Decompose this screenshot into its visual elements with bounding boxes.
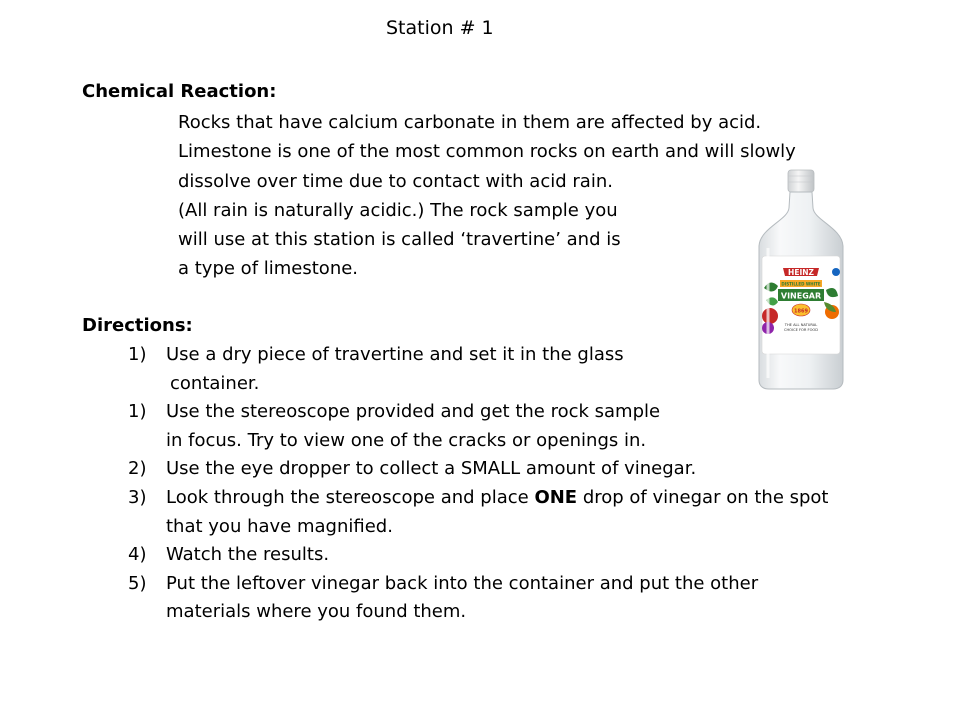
step-text: Use a dry piece of travertine and set it in the glass — [166, 344, 624, 365]
paragraph-line: Limestone is one of the most common rocks on earth and will slowly — [178, 141, 796, 163]
paragraph-line: Rocks that have calcium carbonate in them are affected by acid. — [178, 112, 762, 133]
bottle-brand: HEINZ — [788, 268, 814, 277]
paragraph-line: dissolve over time due to contact with acid rain. — [178, 170, 613, 192]
directions-heading: Directions: — [82, 315, 193, 336]
chemical-reaction-heading: Chemical Reaction: — [82, 81, 277, 102]
list-item — [128, 398, 908, 455]
vinegar-bottle-icon — [756, 168, 846, 390]
step-text: Use the stereoscope provided and get the rock sample — [166, 401, 661, 423]
step-text: materials where you found them. — [166, 601, 467, 623]
list-item — [128, 541, 908, 570]
bottle-band: DISTILLED WHITE — [781, 281, 821, 287]
step-number: 1) — [128, 401, 147, 423]
list-item — [128, 455, 908, 484]
list-item — [128, 570, 908, 627]
bottle-tagline: CHOICE FOR FOOD — [783, 328, 819, 332]
paragraph-line: (All rain is naturally acidic.) The rock sample you — [178, 199, 618, 221]
bottle-product: VINEGAR — [780, 291, 822, 301]
step-text-bold: ONE — [534, 486, 578, 508]
station-title: Station # 1 — [386, 17, 494, 39]
paragraph-line: a type of limestone. — [178, 258, 359, 280]
bottle-tagline: THE ALL NATURAL — [784, 323, 818, 327]
step-text: in focus. Try to view one of the cracks or openings in. — [166, 429, 647, 451]
bottle-badge: 1869 — [794, 308, 808, 315]
step-text-post: drop of vinegar on the spot — [577, 486, 829, 508]
step-text: Put the leftover vinegar back into the container and put the other — [166, 572, 759, 594]
step-number: 5) — [128, 572, 147, 594]
step-text-pre: Look through the stereoscope and place — [166, 486, 535, 508]
step-number: 3) — [128, 486, 147, 508]
step-number: 4) — [128, 544, 147, 566]
step-text: that you have magnified. — [166, 515, 393, 537]
paragraph-line: will use at this station is called ‘travertine’ and is — [178, 229, 621, 251]
step-number: 2) — [128, 458, 147, 480]
step-text: container. — [170, 372, 260, 394]
step-text — [166, 484, 908, 513]
step-text: Watch the results. — [166, 544, 330, 566]
step-text: Use the eye dropper to collect a SMALL amount of vinegar. — [166, 458, 697, 480]
step-number: 1) — [128, 344, 147, 365]
list-item — [128, 484, 908, 541]
